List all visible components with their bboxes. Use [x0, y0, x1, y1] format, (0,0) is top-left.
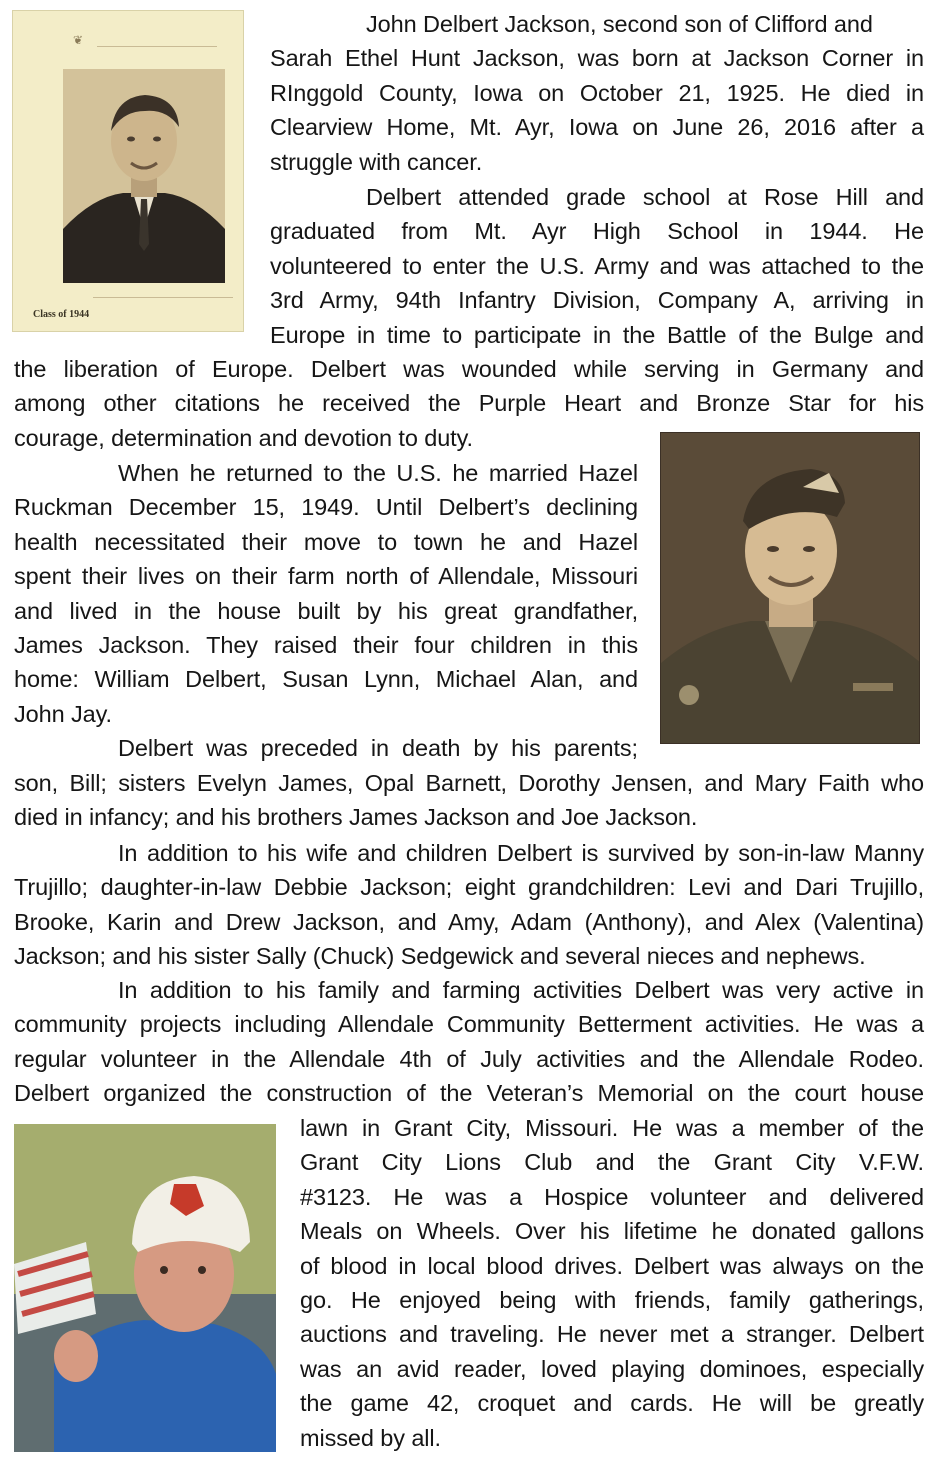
young-man-portrait-icon	[63, 69, 225, 283]
soldier-portrait-icon	[661, 433, 920, 744]
class-of-1944-photo	[12, 10, 244, 332]
paragraph-marriage-family	[14, 456, 638, 731]
paragraph-military-service-cont	[14, 352, 924, 455]
paragraph-military-service	[270, 180, 924, 352]
text-line: lawn in Grant City, Missouri. He was a member of the	[300, 1115, 924, 1141]
text-line: community projects including Allendale Community Betterment activities. He was a	[14, 1011, 924, 1038]
paragraph-preceded	[14, 731, 638, 765]
text-line: spent their lives on their farm north of Allendale, Missouri	[14, 563, 638, 590]
text-line: Jackson; and his sister Sally (Chuck) Sedgewick and several nieces and nephews.	[14, 943, 866, 970]
text-line: of blood in local blood drives. Delbert was always on the	[300, 1252, 924, 1279]
text-line: Clearview Home, Mt. Ayr, Iowa on June 26, 2016 after a	[270, 114, 924, 141]
text-line: struggle with cancer.	[270, 148, 483, 175]
text-line: In addition to his wife and children Delbert is survived by son-in-law Manny	[118, 840, 924, 866]
man-with-flag-icon	[14, 1124, 276, 1452]
text-line: #3123. He was a Hospice volunteer and delivered	[300, 1183, 924, 1210]
text-line: Trujillo; daughter-in-law Debbie Jackson; eight grandchildren: Levi and Dari Trujillo,	[14, 874, 924, 901]
text-line: go. He enjoyed being with friends, family gatherings,	[300, 1287, 924, 1314]
paragraph-community-cont	[300, 1111, 924, 1455]
text-line: Sarah Ethel Hunt Jackson, was born at Jackson Corner in	[270, 45, 924, 72]
text-line: was an avid reader, loved playing dominoes, especially	[300, 1355, 924, 1382]
text-line: Grant City Lions Club and the Grant City V.F.W.	[300, 1149, 924, 1176]
text-line: regular volunteer in the Allendale 4th of July activities and the Allendale Rodeo.	[14, 1045, 924, 1072]
text-line: the liberation of Europe. Delbert was wounded while serving in Germany and	[14, 356, 924, 382]
text-line: son, Bill; sisters Evelyn James, Opal Barnett, Dorothy Jensen, and Mary Faith who	[14, 770, 924, 796]
paragraph-birth-death	[270, 7, 924, 179]
army-portrait-photo	[660, 432, 920, 744]
text-line: Delbert was preceded in death by his parents;	[118, 735, 638, 761]
text-line: RInggold County, Iowa on October 21, 1925. He died in	[270, 79, 924, 106]
paragraph-community	[14, 973, 924, 1111]
text-line: missed by all.	[300, 1424, 441, 1451]
text-line: graduated from Mt. Ayr High School in 1944. He	[270, 218, 924, 245]
text-line: courage, determination and devotion to duty.	[14, 424, 473, 451]
text-line: among other citations he received the Purple Heart and Bronze Star for his	[14, 390, 924, 417]
paragraph-preceded-cont	[14, 766, 924, 835]
portrait-image	[63, 69, 225, 283]
text-line: Brooke, Karin and Drew Jackson, and Amy, Adam (Anthony), and Alex (Valentina)	[14, 908, 924, 935]
text-line: the game 42, croquet and cards. He will be greatly	[300, 1390, 924, 1417]
text-line: 3rd Army, 94th Infantry Division, Company A, arriving in	[270, 287, 924, 314]
ornament-icon: ❦	[73, 33, 84, 47]
text-line: home: William Delbert, Susan Lynn, Michael Alan, and	[14, 666, 638, 693]
vfw-cap-photo	[14, 1124, 276, 1452]
text-line: John Jay.	[14, 700, 112, 727]
text-line: When he returned to the U.S. he married Hazel	[118, 460, 638, 486]
text-line: Delbert attended grade school at Rose Hill and	[366, 184, 924, 210]
text-line: In addition to his family and farming activities Delbert was very active in	[118, 977, 924, 1003]
text-line: and lived in the house built by his great grandfather,	[14, 597, 638, 624]
text-line: Ruckman December 15, 1949. Until Delbert’s declining	[14, 494, 638, 521]
text-line: health necessitated their move to town he and Hazel	[14, 528, 638, 555]
text-line: died in infancy; and his brothers James Jackson and Joe Jackson.	[14, 804, 698, 831]
text-line: Meals on Wheels. Over his lifetime he donated gallons	[300, 1218, 924, 1245]
text-line: Europe in time to participate in the Battle of the Bulge and	[270, 321, 924, 348]
photo-caption: Class of 1944	[33, 309, 90, 320]
text-line: James Jackson. They raised their four children in this	[14, 632, 638, 659]
text-line: auctions and traveling. He never met a stranger. Delbert	[300, 1321, 924, 1348]
paragraph-survivors	[14, 836, 924, 974]
text-line: John Delbert Jackson, second son of Clifford and	[366, 11, 873, 37]
text-line: Delbert organized the construction of the Veteran’s Memorial on the court house	[14, 1080, 924, 1107]
text-line: volunteered to enter the U.S. Army and was attached to the	[270, 252, 924, 279]
